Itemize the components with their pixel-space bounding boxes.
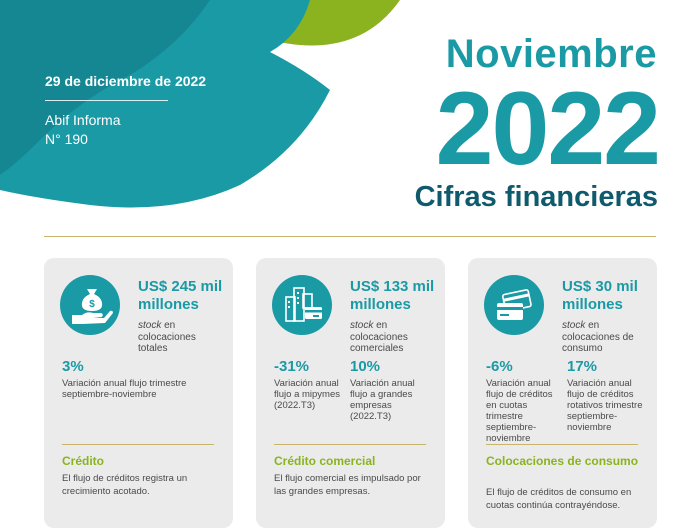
stat-description: Variación anual flujo de créditos rotativos trimestre septiembre-noviembre — [567, 378, 643, 433]
publication-info — [45, 111, 120, 149]
amount-value: US$ 133 mil millones — [350, 278, 435, 313]
issue-number: N° 190 — [45, 131, 88, 147]
card-colocaciones-consumo — [468, 258, 657, 528]
stat-value: 10% — [350, 358, 381, 375]
card-credito-comercial — [256, 258, 445, 528]
stat-value: -6% — [486, 358, 513, 375]
category-title: Colocaciones de consumo — [486, 454, 639, 468]
card-divider — [486, 444, 638, 445]
amount-value: US$ 245 mil millones — [138, 278, 223, 313]
category-title: Crédito — [62, 454, 104, 468]
buildings-card-icon — [272, 275, 332, 335]
amount-description: stock en colocaciones de consumo — [562, 320, 634, 354]
card-credito — [44, 258, 233, 528]
category-description: El flujo de créditos de consumo en cuotas continúa contrayéndose. — [486, 487, 632, 511]
svg-text:$: $ — [89, 299, 95, 310]
year-title: 2022 — [435, 71, 659, 187]
page-subtitle: Cifras financieras — [414, 181, 658, 213]
header-divider — [44, 236, 656, 237]
card-divider — [274, 444, 426, 445]
category-title: Crédito comercial — [274, 454, 376, 468]
stat-description: Variación anual flujo de créditos en cuotas trimestre septiembre-noviembre — [486, 378, 553, 444]
card-divider — [62, 444, 214, 445]
hand-money-bag-icon — [60, 275, 120, 335]
credit-cards-icon — [484, 275, 544, 335]
amount-value: US$ 30 mil millones — [562, 278, 638, 313]
amount-description: stock en colocaciones totales — [138, 320, 196, 354]
amount-description: stock en colocaciones comerciales — [350, 320, 408, 354]
stat-value: 3% — [62, 358, 84, 375]
month-title: Noviembre — [445, 32, 657, 76]
publication-name: Abif Informa — [45, 112, 121, 128]
report-date: 29 de diciembre de 2022 — [45, 73, 207, 89]
stat-value: 17% — [567, 358, 598, 375]
category-description: El flujo de créditos registra un crecimiento acotado. — [62, 473, 188, 497]
stat-description: Variación anual flujo trimestre septiembre-noviembre — [62, 378, 187, 400]
category-description: El flujo comercial es impulsado por las grandes empresas. — [274, 473, 421, 497]
date-divider — [45, 100, 168, 101]
stat-description: Variación anual flujo a mipymes (2022.T3) — [274, 378, 340, 411]
stat-value: -31% — [274, 358, 310, 375]
stat-description: Variación anual flujo a grandes empresas (2022.T3) — [350, 378, 415, 422]
